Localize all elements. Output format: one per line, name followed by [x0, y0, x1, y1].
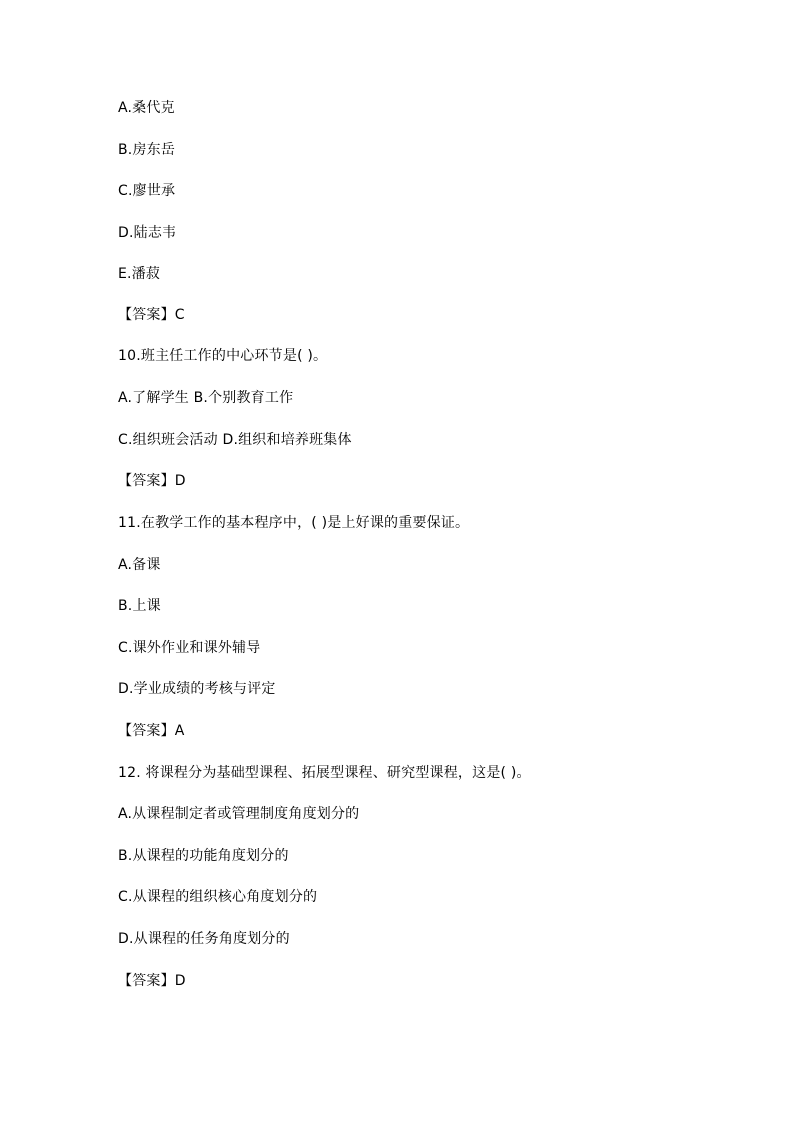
question-10: 10.班主任工作的中心环节是( )。	[118, 348, 328, 364]
option-a-line: A.桑代克	[118, 100, 175, 116]
question-11: 11.在教学工作的基本程序中，( )是上好课的重要保证。	[118, 515, 470, 531]
question-11-option-a: A.备课	[118, 557, 161, 573]
option-e-line: E.潘菽	[118, 266, 161, 282]
option-b-line: B.房东岳	[118, 142, 176, 158]
question-10-options-ab: A.了解学生 B.个别教育工作	[118, 390, 294, 406]
question-12-option-b: B.从课程的功能角度划分的	[118, 848, 289, 864]
option-c-line: C.廖世承	[118, 183, 176, 199]
answer-line: 【答案】C	[118, 307, 185, 323]
question-12-option-c: C.从课程的组织核心角度划分的	[118, 889, 318, 905]
option-d-line: D.陆志韦	[118, 225, 177, 241]
question-12: 12. 将课程分为基础型课程、拓展型课程、研究型课程，这是( )。	[118, 765, 531, 781]
question-12-answer: 【答案】D	[118, 973, 186, 989]
question-11-answer: 【答案】A	[118, 723, 185, 739]
question-12-option-a: A.从课程制定者或管理制度角度划分的	[118, 806, 360, 822]
question-11-option-b: B.上课	[118, 598, 161, 614]
question-11-option-c: C.课外作业和课外辅导	[118, 640, 261, 656]
question-10-answer: 【答案】D	[118, 473, 186, 489]
question-10-options-cd: C.组织班会活动 D.组织和培养班集体	[118, 432, 352, 448]
question-12-option-d: D.从课程的任务角度划分的	[118, 931, 290, 947]
question-11-option-d: D.学业成绩的考核与评定	[118, 681, 276, 697]
